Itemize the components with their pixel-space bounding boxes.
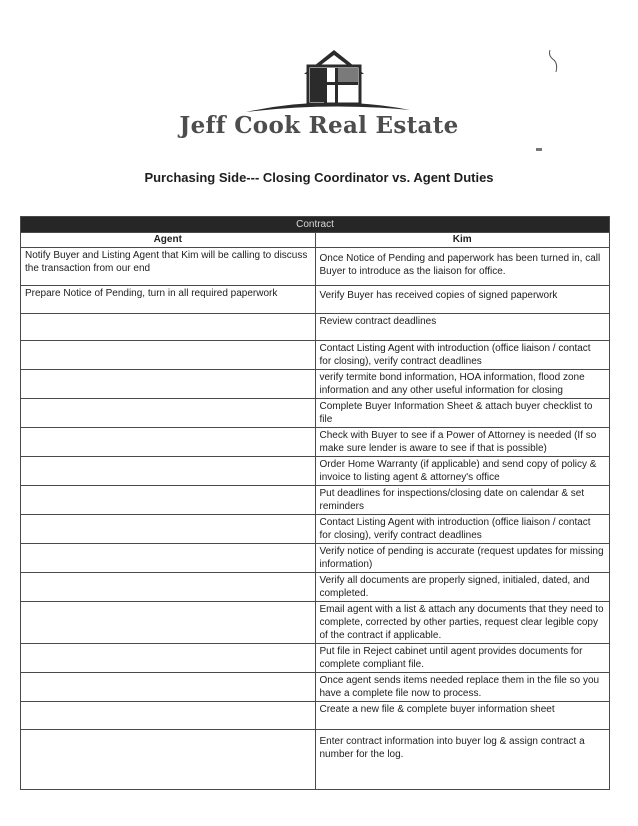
agent-cell [21,602,316,644]
table-row [21,286,610,314]
agent-cell: Prepare Notice of Pending, turn in all required paperwork [21,286,316,314]
table-row [21,370,610,399]
agent-cell [21,702,316,730]
kim-cell: Put file in Reject cabinet until agent provides documents for complete compliant file. [315,644,610,673]
kim-column-header: Kim [315,233,610,248]
kim-cell: Review contract deadlines [315,314,610,341]
agent-cell [21,644,316,673]
agent-cell [21,486,316,515]
table-row [21,399,610,428]
scan-mark [536,148,542,151]
agent-column-header: Agent [21,233,316,248]
table-row [21,486,610,515]
section-title: Contract [21,217,610,233]
table-row [21,248,610,286]
agent-cell [21,673,316,702]
table-row [21,702,610,730]
table-row [21,515,610,544]
company-name: Jeff Cook Real Estate [179,112,459,139]
kim-cell: Once agent sends items needed replace them in the file so you have a complete file now to process. [315,673,610,702]
agent-cell [21,341,316,370]
agent-cell [21,457,316,486]
agent-cell [21,399,316,428]
kim-cell: Contact Listing Agent with introduction (office liaison / contact for closing), verify contract deadlines [315,341,610,370]
agent-cell [21,428,316,457]
house-logo-icon [238,44,418,118]
agent-cell [21,544,316,573]
table-row [21,457,610,486]
table-row [21,544,610,573]
table-row [21,730,610,790]
section-header-row [21,217,610,233]
kim-cell: Verify Buyer has received copies of signed paperwork [315,286,610,314]
kim-cell: Order Home Warranty (if applicable) and send copy of policy & invoice to listing agent & attorney's office [315,457,610,486]
table-row [21,573,610,602]
kim-cell: Create a new file & complete buyer information sheet [315,702,610,730]
table-row [21,341,610,370]
agent-cell [21,515,316,544]
agent-cell [21,730,316,790]
pen-mark-icon [544,46,566,76]
kim-cell: Verify notice of pending is accurate (request updates for missing information) [315,544,610,573]
agent-cell: Notify Buyer and Listing Agent that Kim will be calling to discuss the transaction from our end [21,248,316,286]
agent-cell [21,370,316,399]
agent-cell [21,314,316,341]
kim-cell: Contact Listing Agent with introduction (office liaison / contact for closing), verify contract deadlines [315,515,610,544]
column-header-row [21,233,610,248]
kim-cell: Once Notice of Pending and paperwork has been turned in, call Buyer to introduce as the liaison for office. [315,248,610,286]
kim-cell: Put deadlines for inspections/closing date on calendar & set reminders [315,486,610,515]
kim-cell: verify termite bond information, HOA information, flood zone information and any other useful information for closing [315,370,610,399]
kim-cell: Enter contract information into buyer log & assign contract a number for the log. [315,730,610,790]
table-row [21,428,610,457]
kim-cell: Email agent with a list & attach any documents that they need to complete, corrected by other parties, request clear legible copy of the contract if applicable. [315,602,610,644]
kim-cell: Check with Buyer to see if a Power of Attorney is needed (If so make sure lender is aware to see if that is possible) [315,428,610,457]
table-row [21,602,610,644]
table-row [21,314,610,341]
duties-table [20,216,610,790]
kim-cell: Verify all documents are properly signed, initialed, dated, and completed. [315,573,610,602]
document-title: Purchasing Side--- Closing Coordinator vs. Agent Duties [144,170,494,185]
table-row [21,673,610,702]
kim-cell: Complete Buyer Information Sheet & attach buyer checklist to file [315,399,610,428]
agent-cell [21,573,316,602]
table-row [21,644,610,673]
